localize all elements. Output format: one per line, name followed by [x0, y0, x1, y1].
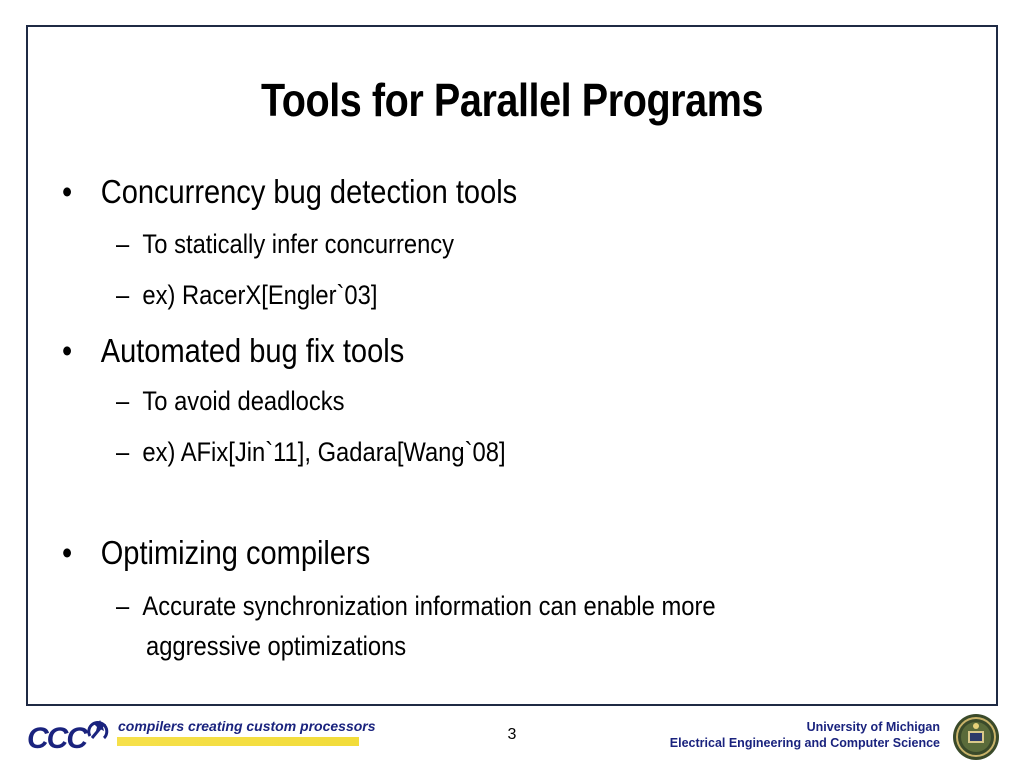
ccc-logo: CCC: [27, 722, 86, 755]
sub-bullet-text: ex) RacerX[Engler`03]: [142, 280, 378, 310]
sub-bullet-marker: –: [116, 280, 130, 310]
bullet-text: Concurrency bug detection tools: [100, 173, 518, 210]
bullet-item: [62, 332, 404, 370]
sub-bullet-marker: –: [116, 437, 130, 467]
university-seal-icon: [952, 713, 1000, 761]
bullet-marker: •: [62, 332, 73, 369]
bullet-text: Automated bug fix tools: [100, 332, 405, 369]
department-name: Electrical Engineering and Computer Science: [669, 736, 940, 750]
slide-frame: [26, 25, 998, 706]
bullet-marker: •: [62, 534, 73, 571]
sub-bullet-item: [116, 591, 716, 622]
sub-bullet-continuation: aggressive optimizations: [146, 631, 407, 661]
sub-bullet-item: [116, 280, 377, 311]
bullet-item: [62, 534, 370, 572]
slide-content: [28, 27, 996, 704]
ccc-tagline: compilers creating custom processors: [118, 718, 376, 734]
bullet-item: [62, 173, 517, 211]
sub-bullet-text: ex) AFix[Jin`11], Gadara[Wang`08]: [142, 437, 506, 467]
page-number: 3: [507, 726, 517, 743]
university-name: University of Michigan: [806, 720, 940, 734]
sub-bullet-text: Accurate synchronization information can enable more: [142, 591, 716, 621]
bullet-text: Optimizing compilers: [100, 534, 371, 571]
sub-bullet-item: [116, 229, 454, 260]
university-block: [670, 719, 940, 751]
sub-bullet-text: To avoid deadlocks: [142, 386, 345, 416]
sub-bullet-marker: –: [116, 591, 130, 621]
bullet-marker: •: [62, 173, 73, 210]
sub-bullet-item: [116, 437, 506, 468]
sub-bullet-item: [116, 386, 344, 417]
sub-bullet-marker: –: [116, 229, 130, 259]
sub-bullet-text: To statically infer concurrency: [142, 229, 455, 259]
slide-title: Tools for Parallel Programs: [260, 74, 764, 126]
sub-bullet-marker: –: [116, 386, 130, 416]
slide-footer: [0, 706, 1024, 768]
